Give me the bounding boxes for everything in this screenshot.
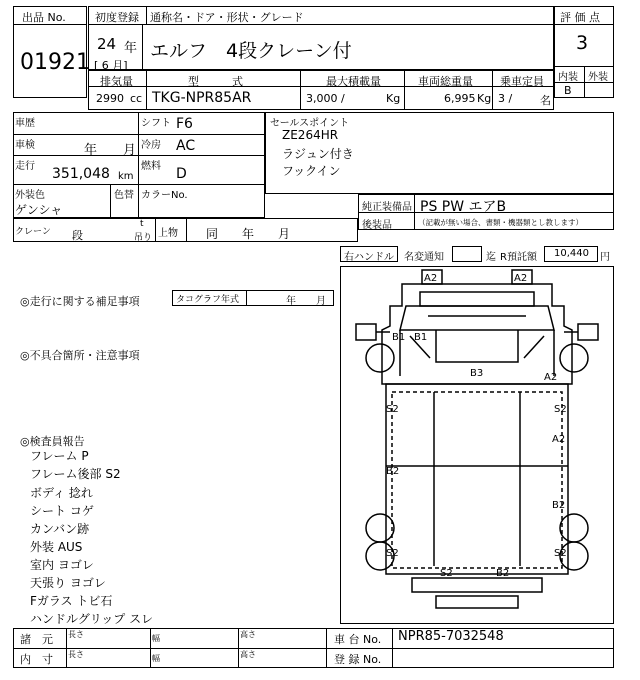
payload-label: 最大積載量 bbox=[326, 75, 381, 88]
mark-6: A2 bbox=[544, 372, 558, 383]
crane-ton: t bbox=[140, 219, 144, 229]
mark-7: S2 bbox=[386, 404, 399, 415]
sales-points-label: セールスポイント bbox=[270, 118, 350, 129]
equipment-value: PS PW エアB bbox=[420, 199, 507, 215]
rename-box bbox=[452, 246, 482, 262]
score-label: 評 価 点 bbox=[560, 11, 600, 24]
crane-stage: 段 bbox=[72, 229, 83, 242]
mark-8: S2 bbox=[554, 404, 567, 415]
inspector-item-5: カンバン跡 bbox=[30, 522, 90, 536]
upper-label: 上物 bbox=[158, 228, 178, 239]
inspector-item-4: シート コゲ bbox=[30, 504, 94, 518]
height-label-2: 高さ bbox=[240, 650, 256, 659]
payload-unit: Kg bbox=[386, 92, 401, 105]
month-text: [ 6 月] bbox=[94, 59, 128, 72]
shift-value: F6 bbox=[176, 116, 193, 132]
handle-label: 右ハンドル bbox=[344, 252, 394, 263]
lot-number: 01921 bbox=[20, 50, 90, 75]
capacity-unit: 名 bbox=[540, 94, 551, 107]
history-label: 車歴 bbox=[15, 118, 35, 129]
mileage-label: 走行 bbox=[15, 161, 35, 172]
interior-value: B bbox=[564, 84, 572, 97]
shift-label: シフト bbox=[141, 118, 171, 129]
ac-value: AC bbox=[176, 138, 196, 154]
recycle-label: R預託額 bbox=[500, 252, 537, 263]
docs-note: （記載が無い場合、書類・機器類とし教します） bbox=[418, 218, 583, 227]
inner-size-label: 内 寸 bbox=[20, 653, 53, 666]
first-reg-label: 初度登録 bbox=[95, 11, 139, 24]
year-value: 24 bbox=[97, 35, 117, 53]
upper-value: 同 年 月 bbox=[206, 227, 291, 241]
car-name-label: 通称名・ドア・形状・グレード bbox=[150, 11, 304, 24]
color-no-label: カラーNo. bbox=[141, 190, 188, 201]
model-label: 型 式 bbox=[188, 75, 243, 88]
inspector-item-6: 外装 AUS bbox=[30, 540, 83, 554]
inspector-item-1: フレーム P bbox=[30, 449, 89, 463]
inspector-label: ◎検査員報告 bbox=[20, 435, 85, 448]
gross-weight-value: 6,995 bbox=[444, 92, 476, 105]
recycle-value: 10,440 bbox=[554, 248, 589, 259]
color-label: 外装色 bbox=[15, 190, 45, 201]
mark-2: A2 bbox=[514, 273, 528, 284]
displacement-value: 2990 bbox=[96, 92, 124, 105]
height-label-1: 高さ bbox=[240, 630, 256, 639]
length-label-2: 長さ bbox=[68, 650, 84, 659]
displacement-unit: cc bbox=[130, 92, 143, 105]
sales-point-1: ZE264HR bbox=[282, 128, 339, 142]
crane-lift: 吊り bbox=[134, 233, 153, 243]
mark-13: S2 bbox=[554, 548, 567, 559]
sales-point-2: ラジュン付き bbox=[282, 147, 354, 161]
score-value: 3 bbox=[576, 32, 589, 54]
exterior-label: 外装 bbox=[588, 72, 608, 83]
inspector-item-9: Fガラス トビ石 bbox=[30, 594, 113, 608]
rename-label: 名変通知 bbox=[404, 252, 444, 263]
color-change-label: 色替 bbox=[114, 190, 134, 201]
tachograph-value: 年 月 bbox=[286, 296, 326, 307]
mark-11: B2 bbox=[552, 500, 566, 511]
equipment-label: 純正装備品 bbox=[362, 202, 412, 213]
driving-notes-label: ◎走行に関する補足事項 bbox=[20, 295, 140, 308]
interior-label: 内装 bbox=[558, 72, 578, 83]
year-unit: 年 bbox=[124, 41, 138, 56]
expiry-label: 迄 bbox=[486, 252, 496, 263]
capacity-label: 乗車定員 bbox=[500, 75, 544, 88]
sales-point-3: フックイン bbox=[282, 164, 341, 178]
mark-1: A2 bbox=[424, 273, 438, 284]
mark-5: B3 bbox=[470, 368, 484, 379]
inspector-item-7: 室内 ヨゴレ bbox=[30, 558, 94, 572]
registration-label: 登 録 No. bbox=[334, 653, 382, 666]
mark-14: S2 bbox=[440, 568, 453, 579]
fuel-label: 燃料 bbox=[141, 161, 161, 172]
gross-weight-label: 車両総重量 bbox=[418, 75, 473, 88]
docs-label: 後装品 bbox=[362, 220, 392, 231]
chassis-label: 車 台 No. bbox=[334, 633, 382, 646]
inspection-value: 年 月 bbox=[84, 143, 137, 158]
payload-value: 3,000 / bbox=[306, 92, 345, 105]
mark-4: B1 bbox=[414, 332, 428, 343]
lot-label: 出品 No. bbox=[22, 11, 66, 24]
mark-15: B2 bbox=[496, 568, 510, 579]
length-label-1: 長さ bbox=[68, 630, 84, 639]
width-label-2: 幅 bbox=[152, 654, 160, 663]
gross-weight-unit: Kg bbox=[477, 92, 492, 105]
mark-9: A2 bbox=[552, 434, 566, 445]
mileage-unit: km bbox=[118, 171, 134, 182]
fuel-value: D bbox=[176, 166, 187, 182]
car-name: エルフ 4段クレーン付 bbox=[150, 40, 352, 62]
inspection-label: 車検 bbox=[15, 140, 35, 151]
inspector-item-10: ハンドルグリップ スレ bbox=[30, 612, 154, 626]
ac-label: 冷房 bbox=[141, 140, 161, 151]
defect-label: ◎不具合箇所・注意事項 bbox=[20, 349, 140, 362]
recycle-unit: 円 bbox=[600, 252, 610, 263]
chassis-value: NPR85-7032548 bbox=[398, 629, 504, 644]
mark-12: S2 bbox=[386, 548, 399, 559]
damage-diagram bbox=[340, 266, 614, 624]
inspector-item-3: ボディ 捻れ bbox=[30, 486, 93, 500]
displacement-label: 排気量 bbox=[100, 75, 133, 88]
color-value: ゲンシャ bbox=[15, 203, 63, 217]
crane-label: クレーン bbox=[15, 227, 51, 237]
tachograph-label: タコグラフ年式 bbox=[176, 295, 240, 305]
inspector-item-8: 天張り ヨゴレ bbox=[30, 576, 106, 590]
capacity-value: 3 / bbox=[498, 92, 513, 105]
mileage-value: 351,048 bbox=[52, 166, 110, 182]
spec-row-label: 諸 元 bbox=[20, 633, 53, 646]
mark-10: B2 bbox=[386, 466, 400, 477]
model-value: TKG-NPR85AR bbox=[152, 90, 252, 106]
mark-3: B1 bbox=[392, 332, 406, 343]
width-label-1: 幅 bbox=[152, 634, 160, 643]
inspector-item-2: フレーム後部 S2 bbox=[30, 467, 121, 481]
